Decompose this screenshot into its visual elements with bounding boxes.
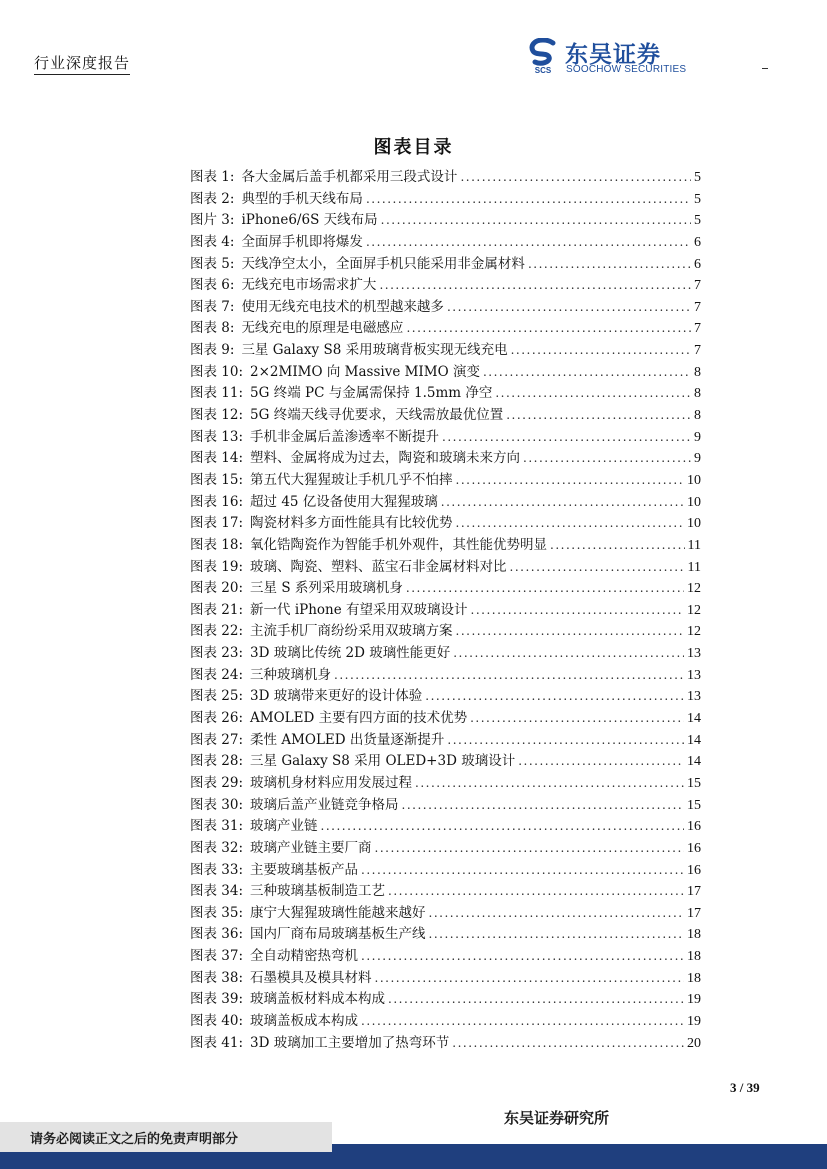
toc-entry-page: 13 bbox=[687, 689, 701, 705]
toc-entry-title: 无线充电的原理是电磁感应 bbox=[241, 320, 404, 337]
toc-entry-title: 柔性 AMOLED 出货量逐渐提升 bbox=[250, 731, 445, 748]
toc-entry-title: 新一代 iPhone 有望采用双玻璃设计 bbox=[250, 601, 468, 618]
toc-entry-label: 图表 39: bbox=[190, 991, 244, 1008]
toc-entry-page: 8 bbox=[694, 408, 701, 424]
toc-entry[interactable] bbox=[190, 619, 701, 641]
toc-entry[interactable] bbox=[190, 165, 701, 187]
toc-entry-label: 图表 24: bbox=[190, 666, 244, 683]
toc-entry-label: 图片 3: bbox=[190, 212, 235, 229]
toc-leader-dots bbox=[447, 733, 684, 747]
toc-entry-title: 超过 45 亿设备使用大猩猩玻璃 bbox=[250, 493, 438, 510]
toc-leader-dots bbox=[375, 971, 684, 985]
company-logo bbox=[527, 38, 702, 76]
toc-entry[interactable] bbox=[190, 728, 701, 750]
toc-entry-title: 玻璃后盖产业链竞争格局 bbox=[250, 796, 399, 813]
toc-leader-dots bbox=[483, 365, 691, 379]
toc-entry-label: 图表 36: bbox=[190, 926, 244, 943]
logo-english-name: SOOCHOW SECURITIES bbox=[566, 64, 687, 75]
toc-entry-title: 5G 终端天线寻优要求，天线需放最优位置 bbox=[250, 407, 504, 424]
toc-entry[interactable] bbox=[190, 944, 701, 966]
header-mark bbox=[762, 68, 768, 69]
toc-entry-page: 12 bbox=[687, 602, 701, 618]
toc-entry-title: 塑料、金属将成为过去，陶瓷和玻璃未来方向 bbox=[250, 450, 521, 467]
toc-entry-label: 图表 19: bbox=[190, 558, 244, 575]
toc-entry-label: 图表 26: bbox=[190, 710, 244, 727]
research-institute-name: 东吴证券研究所 bbox=[504, 1109, 610, 1127]
toc-leader-dots bbox=[361, 1014, 684, 1028]
toc-entry-page: 8 bbox=[694, 386, 701, 402]
toc-entry-page: 6 bbox=[694, 234, 701, 250]
toc-entry[interactable] bbox=[190, 446, 701, 468]
toc-leader-dots bbox=[361, 863, 684, 877]
toc-entry-label: 图表 33: bbox=[190, 861, 244, 878]
toc-entry-label: 图表 10: bbox=[190, 363, 244, 380]
toc-entry-page: 14 bbox=[687, 711, 701, 727]
toc-entry[interactable] bbox=[190, 295, 701, 317]
toc-entry-title: 3D 玻璃比传统 2D 玻璃性能更好 bbox=[250, 645, 451, 662]
toc-entry[interactable] bbox=[190, 425, 701, 447]
toc-entry-page: 6 bbox=[694, 256, 701, 272]
toc-entry-label: 图表 20: bbox=[190, 580, 244, 597]
toc-entry-label: 图表 15: bbox=[190, 471, 244, 488]
toc-leader-dots bbox=[453, 646, 684, 660]
toc-entry[interactable] bbox=[190, 663, 701, 685]
disclaimer-notice: 请务必阅读正文之后的免责声明部分 bbox=[0, 1122, 332, 1152]
toc-entry-label: 图表 34: bbox=[190, 883, 244, 900]
toc-entry[interactable] bbox=[190, 208, 701, 230]
toc-entry-page: 16 bbox=[687, 819, 701, 835]
toc-entry-page: 10 bbox=[687, 516, 701, 532]
toc-entry-label: 图表 5: bbox=[190, 255, 235, 272]
toc-leader-dots bbox=[366, 192, 691, 206]
toc-entry[interactable] bbox=[190, 576, 701, 598]
toc-leader-dots bbox=[456, 516, 684, 530]
toc-entry[interactable] bbox=[190, 879, 701, 901]
toc-entry-page: 13 bbox=[687, 667, 701, 683]
toc-entry[interactable] bbox=[190, 749, 701, 771]
toc-entry-title: 各大金属后盖手机都采用三段式设计 bbox=[241, 169, 458, 185]
toc-entry-title: 全面屏手机即将爆发 bbox=[241, 233, 363, 250]
toc-entry-page: 7 bbox=[694, 343, 701, 359]
toc-entry[interactable] bbox=[190, 230, 701, 252]
toc-entry-title: 三星 Galaxy S8 采用 OLED+3D 玻璃设计 bbox=[250, 753, 516, 770]
toc-entry-title: 玻璃、陶瓷、塑料、蓝宝石非金属材料对比 bbox=[250, 558, 507, 575]
toc-entry-page: 5 bbox=[694, 213, 701, 229]
toc-leader-dots bbox=[334, 668, 684, 682]
toc-leader-dots bbox=[402, 798, 684, 812]
toc-entry-title: 国内厂商布局玻璃基板生产线 bbox=[250, 926, 426, 943]
toc-entry-label: 图表 16: bbox=[190, 493, 244, 510]
toc-entry-label: 图表 25: bbox=[190, 688, 244, 705]
toc-entry[interactable] bbox=[190, 1009, 701, 1031]
toc-entry[interactable] bbox=[190, 511, 701, 533]
toc-entry-label: 图表 9: bbox=[190, 342, 235, 359]
toc-entry-page: 8 bbox=[694, 364, 701, 380]
toc-entry-label: 图表 30: bbox=[190, 796, 244, 813]
toc-entry-page: 17 bbox=[687, 905, 701, 921]
toc-entry-title: 玻璃产业链 bbox=[250, 818, 318, 835]
toc-entry-label: 图表 11: bbox=[190, 385, 244, 402]
toc-leader-dots bbox=[381, 213, 691, 227]
toc-leader-dots bbox=[429, 927, 684, 941]
logo-chinese-name: 东吴证券 bbox=[565, 42, 661, 68]
toc-entry-page: 19 bbox=[687, 1013, 701, 1029]
toc-leader-dots bbox=[441, 495, 684, 509]
toc-entry-label: 图表 1: bbox=[190, 169, 235, 185]
toc-entry-label: 图表 28: bbox=[190, 753, 244, 770]
toc-entry-label: 图表 27: bbox=[190, 731, 244, 748]
toc-leader-dots bbox=[406, 581, 684, 595]
toc-entry[interactable] bbox=[190, 598, 701, 620]
toc-entry-page: 10 bbox=[687, 472, 701, 488]
toc-entry-title: 三星 Galaxy S8 采用玻璃背板实现无线充电 bbox=[241, 342, 508, 359]
toc-entry-page: 16 bbox=[687, 840, 701, 856]
logo-mark-icon bbox=[527, 38, 559, 74]
toc-entry-title: 三种玻璃机身 bbox=[250, 666, 332, 683]
toc-entry-page: 12 bbox=[687, 624, 701, 640]
toc-leader-dots bbox=[550, 538, 684, 552]
toc-entry[interactable] bbox=[190, 468, 701, 490]
toc-entry-page: 15 bbox=[687, 797, 701, 813]
toc-leader-dots bbox=[321, 819, 684, 833]
toc-entry-page: 14 bbox=[687, 732, 701, 748]
toc-entry-title: 全自动精密热弯机 bbox=[250, 948, 359, 965]
toc-entry-label: 图表 40: bbox=[190, 1012, 244, 1029]
toc-entry-page: 20 bbox=[687, 1035, 701, 1051]
toc-leader-dots bbox=[456, 624, 684, 638]
toc-leader-dots bbox=[452, 1036, 684, 1050]
toc-entry-title: 氧化锆陶瓷作为智能手机外观件，其性能优势明显 bbox=[250, 536, 548, 553]
toc-entry[interactable] bbox=[190, 922, 701, 944]
toc-leader-dots bbox=[361, 949, 684, 963]
toc-entry[interactable] bbox=[190, 252, 701, 274]
toc-leader-dots bbox=[528, 257, 691, 271]
document-type-label: 行业深度报告 bbox=[34, 52, 130, 75]
toc-entry-title: 康宁大猩猩玻璃性能越来越好 bbox=[250, 904, 426, 921]
toc-entry-page: 11 bbox=[687, 537, 701, 553]
toc-leader-dots bbox=[406, 321, 691, 335]
toc-entry-title: 主要玻璃基板产品 bbox=[250, 861, 359, 878]
toc-entry[interactable] bbox=[190, 1031, 701, 1053]
toc-leader-dots bbox=[460, 170, 691, 184]
toc-leader-dots bbox=[388, 992, 684, 1006]
toc-entry-label: 图表 6: bbox=[190, 277, 235, 294]
toc-leader-dots bbox=[511, 343, 691, 357]
toc-entry-title: 石墨模具及模具材料 bbox=[250, 969, 372, 986]
toc-entry-page: 7 bbox=[694, 299, 701, 315]
toc-entry-label: 图表 29: bbox=[190, 774, 244, 791]
toc-entry-label: 图表 38: bbox=[190, 969, 244, 986]
toc-leader-dots bbox=[506, 408, 691, 422]
toc-leader-dots bbox=[523, 451, 691, 465]
toc-entry-title: 陶瓷材料多方面性能具有比较优势 bbox=[250, 515, 453, 532]
toc-entry-title: 玻璃产业链主要厂商 bbox=[250, 839, 372, 856]
toc-entry-page: 13 bbox=[687, 646, 701, 662]
toc-entry-title: 玻璃机身材料应用发展过程 bbox=[250, 774, 413, 791]
toc-entry[interactable] bbox=[190, 490, 701, 512]
toc-entry[interactable] bbox=[190, 901, 701, 923]
toc-entry[interactable] bbox=[190, 684, 701, 706]
toc-entry[interactable] bbox=[190, 316, 701, 338]
toc-entry-page: 12 bbox=[687, 581, 701, 597]
toc-entry-label: 图表 7: bbox=[190, 298, 235, 315]
toc-title: 图表目录 bbox=[373, 137, 454, 158]
toc-entry-label: 图表 41: bbox=[190, 1034, 244, 1051]
toc-entry-page: 15 bbox=[687, 775, 701, 791]
toc-entry[interactable] bbox=[190, 966, 701, 988]
toc-entry-label: 图表 2: bbox=[190, 190, 235, 207]
toc-leader-dots bbox=[425, 689, 684, 703]
toc-entry-label: 图表 18: bbox=[190, 536, 244, 553]
toc-entry-page: 18 bbox=[687, 949, 701, 965]
toc-entry-title: 三种玻璃基板制造工艺 bbox=[250, 883, 386, 900]
toc-leader-dots bbox=[447, 300, 691, 314]
toc-entry[interactable] bbox=[190, 706, 701, 728]
toc-entry-page: 5 bbox=[694, 170, 701, 185]
toc-entry-page: 17 bbox=[687, 884, 701, 900]
toc-entry-page: 18 bbox=[687, 970, 701, 986]
toc-entry-label: 图表 14: bbox=[190, 450, 244, 467]
toc-entry-label: 图表 21: bbox=[190, 601, 244, 618]
toc-entry-label: 图表 37: bbox=[190, 948, 244, 965]
toc-entry[interactable] bbox=[190, 555, 701, 577]
toc-entry-page: 14 bbox=[687, 754, 701, 770]
toc-leader-dots bbox=[470, 711, 684, 725]
toc-entry-page: 18 bbox=[687, 927, 701, 943]
toc-leader-dots bbox=[510, 560, 685, 574]
toc-entry-page: 10 bbox=[687, 494, 701, 510]
toc-entry[interactable] bbox=[190, 381, 701, 403]
toc-entry[interactable] bbox=[190, 987, 701, 1009]
toc-entry-label: 图表 35: bbox=[190, 904, 244, 921]
toc-entry-label: 图表 31: bbox=[190, 818, 244, 835]
toc-entry-label: 图表 13: bbox=[190, 428, 244, 445]
toc-entry-title: 使用无线充电技术的机型越来越多 bbox=[241, 298, 444, 315]
toc-leader-dots bbox=[366, 235, 691, 249]
toc-entry[interactable] bbox=[190, 403, 701, 425]
toc-entry[interactable] bbox=[190, 641, 701, 663]
toc-entry-title: 手机非金属后盖渗透率不断提升 bbox=[250, 428, 440, 445]
toc-entry[interactable] bbox=[190, 814, 701, 836]
toc-entry[interactable] bbox=[190, 187, 701, 209]
toc-leader-dots bbox=[518, 754, 684, 768]
toc-entry-label: 图表 17: bbox=[190, 515, 244, 532]
logo-mark-text: SCS bbox=[534, 66, 552, 74]
toc-entry-page: 5 bbox=[694, 191, 701, 207]
toc-entry-title: 第五代大猩猩玻让手机几乎不怕摔 bbox=[250, 471, 453, 488]
toc-entry[interactable] bbox=[190, 771, 701, 793]
toc-entry-page: 11 bbox=[687, 559, 701, 575]
toc-entry-label: 图表 32: bbox=[190, 839, 244, 856]
toc-entry-page: 19 bbox=[687, 992, 701, 1008]
toc-entry-page: 9 bbox=[694, 451, 701, 467]
toc-entry[interactable] bbox=[190, 360, 701, 382]
toc-leader-dots bbox=[495, 386, 691, 400]
toc-entry[interactable] bbox=[190, 793, 701, 815]
toc-leader-dots bbox=[388, 884, 684, 898]
toc-entry-title: 主流手机厂商纷纷采用双玻璃方案 bbox=[250, 623, 453, 640]
toc-entry[interactable] bbox=[190, 836, 701, 858]
toc-leader-dots bbox=[379, 278, 691, 292]
toc-entry-title: 2×2MIMO 向 Massive MIMO 演变 bbox=[250, 363, 480, 380]
toc-entry-label: 图表 23: bbox=[190, 645, 244, 662]
toc-entry-label: 图表 4: bbox=[190, 233, 235, 250]
toc-entry-title: 天线净空太小，全面屏手机只能采用非金属材料 bbox=[241, 255, 525, 272]
toc-entry-page: 7 bbox=[694, 321, 701, 337]
toc-entry-title: 典型的手机天线布局 bbox=[241, 190, 363, 207]
table-of-figures bbox=[190, 165, 701, 1052]
toc-entry-page: 16 bbox=[687, 862, 701, 878]
toc-entry-title: 玻璃盖板成本构成 bbox=[250, 1012, 359, 1029]
toc-entry-title: 5G 终端 PC 与金属需保持 1.5mm 净空 bbox=[250, 385, 493, 402]
toc-entry-title: 无线充电市场需求扩大 bbox=[241, 277, 377, 294]
toc-entry-label: 图表 22: bbox=[190, 623, 244, 640]
toc-entry[interactable] bbox=[190, 533, 701, 555]
toc-entry[interactable] bbox=[190, 338, 701, 360]
toc-leader-dots bbox=[456, 473, 684, 487]
toc-entry-label: 图表 12: bbox=[190, 407, 244, 424]
toc-entry-page: 7 bbox=[694, 278, 701, 294]
toc-entry-title: 3D 玻璃带来更好的设计体验 bbox=[250, 688, 423, 705]
toc-entry-title: 三星 S 系列采用玻璃机身 bbox=[250, 580, 403, 597]
page-indicator: 3 / 39 bbox=[730, 1080, 760, 1095]
toc-entry-page: 9 bbox=[694, 429, 701, 445]
toc-leader-dots bbox=[415, 776, 684, 790]
toc-leader-dots bbox=[442, 430, 691, 444]
toc-entry-title: 3D 玻璃加工主要增加了热弯环节 bbox=[250, 1034, 450, 1051]
toc-leader-dots bbox=[429, 906, 684, 920]
toc-leader-dots bbox=[471, 603, 684, 617]
toc-entry-title: AMOLED 主要有四方面的技术优势 bbox=[250, 710, 468, 727]
toc-entry-label: 图表 8: bbox=[190, 320, 235, 337]
toc-entry[interactable] bbox=[190, 858, 701, 880]
toc-entry-title: 玻璃盖板材料成本构成 bbox=[250, 991, 386, 1008]
toc-entry[interactable] bbox=[190, 273, 701, 295]
toc-leader-dots bbox=[375, 841, 684, 855]
toc-entry-title: iPhone6/6S 天线布局 bbox=[241, 212, 378, 229]
